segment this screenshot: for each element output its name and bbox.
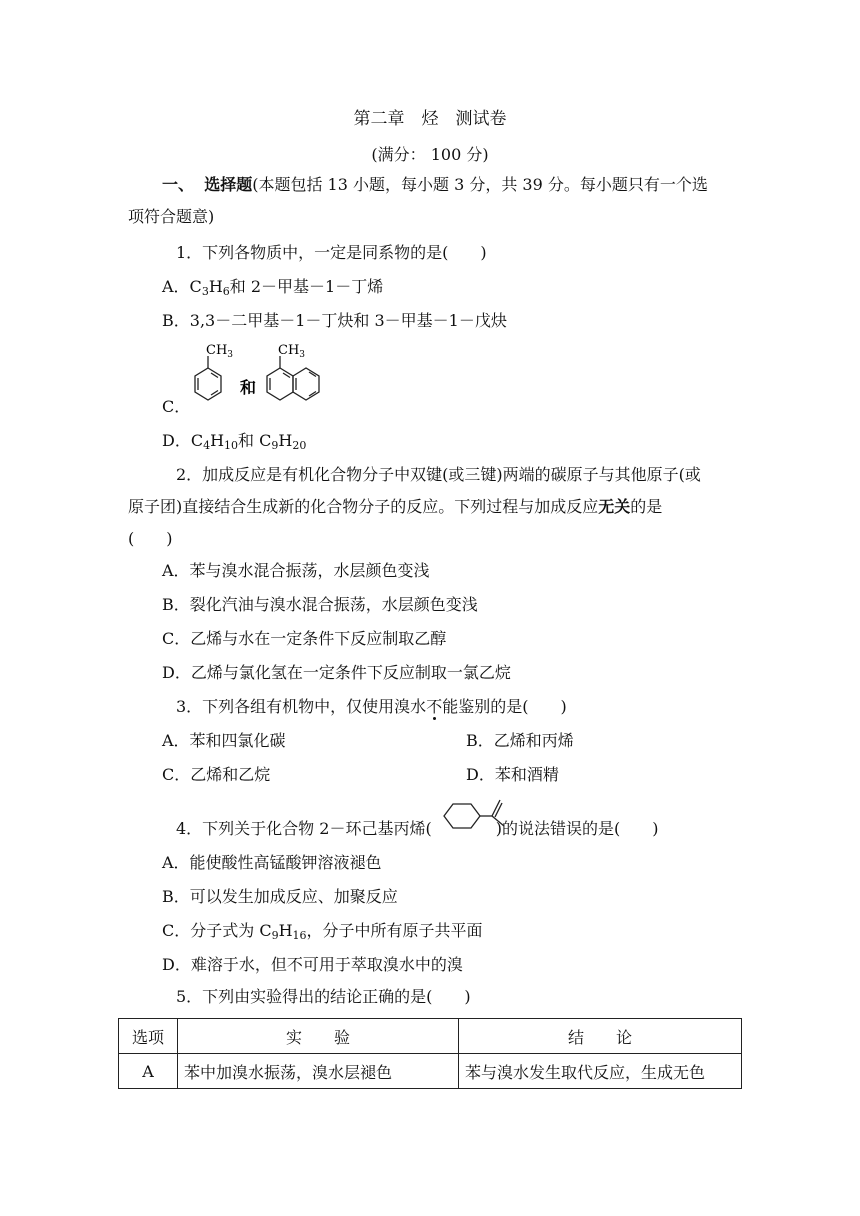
- methylnaphthalene-structure: [267, 356, 319, 400]
- q2-option-b: B．裂化汽油与溴水混合振荡，水层颜色变浅: [162, 595, 478, 614]
- table-row: [119, 1054, 742, 1089]
- q1-option-d: D．$C_4H_{10}$和 $C_9H_{20}$: [162, 431, 307, 452]
- q3-option-a: A．苯和四氯化碳: [162, 731, 286, 750]
- score-note: (满分： 100 分): [371, 145, 489, 164]
- q2-option-a: A．苯与溴水混合振荡，水层颜色变浅: [162, 561, 430, 580]
- q2-stem-line1: 2．加成反应是有机化合物分子中双键(或三键)两端的碳原子与其他原子(或: [176, 465, 701, 484]
- table-cell-conclusion: 苯与溴水发生取代反应，生成无色: [459, 1054, 742, 1089]
- table-cell-option: A: [119, 1054, 178, 1089]
- table-cell-experiment: 苯中加溴水振荡，溴水层褪色: [178, 1054, 459, 1089]
- q2-option-d: D．乙烯与氯化氢在一定条件下反应制取一氯乙烷: [162, 663, 511, 682]
- q1-option-c: C．: [162, 397, 191, 416]
- q3-option-d: D．苯和酒精: [466, 765, 559, 784]
- table-header-conclusion: 结 论: [459, 1019, 742, 1054]
- toluene-methyl-label: $CH_3$: [206, 343, 234, 360]
- q3-stem: 3．下列各组有机物中，仅使用溴水不能鉴别的是( ): [176, 697, 567, 716]
- section-number: 一、: [162, 175, 195, 194]
- table-header-experiment: 实 验: [178, 1019, 459, 1054]
- q2-option-c: C．乙烯与水在一定条件下反应制取乙醇: [162, 629, 447, 648]
- q4-option-d: D．难溶于水，但不可用于萃取溴水中的溴: [162, 955, 463, 974]
- q4-option-b: B．可以发生加成反应、加聚反应: [162, 887, 398, 906]
- and-word: 和: [240, 378, 257, 397]
- naphthalene-methyl-label: $CH_3$: [278, 343, 306, 360]
- q5-table: [118, 1018, 742, 1089]
- q3-option-b: B．乙烯和丙烯: [466, 731, 574, 750]
- q4-option-c: C．分子式为 $C_9H_{16}$，分子中所有原子共平面: [162, 921, 483, 942]
- q2-stem-line3: ( ): [128, 529, 173, 548]
- q4-stem: 4．下列关于化合物 2－环己基丙烯( )的说法错误的是( ): [176, 819, 659, 838]
- cyclohexylpropene-structure: [440, 796, 508, 836]
- table-header-row: [119, 1019, 742, 1054]
- section-name: 选择题: [204, 175, 253, 194]
- page-title: 第二章 烃 测试卷: [353, 109, 507, 129]
- table-header-option: 选项: [119, 1019, 178, 1054]
- section-desc-2: 项符合题意): [128, 207, 215, 226]
- toluene-structure: [195, 356, 221, 400]
- q1-option-a: A．$C_3H_6$和 2－甲基－1－丁烯: [162, 277, 384, 298]
- q2-stem-line2: 原子团)直接结合生成新的化合物分子的反应。下列过程与加成反应无关的是: [128, 497, 663, 516]
- q1-structures: [186, 338, 336, 414]
- section-heading: [162, 174, 708, 196]
- q3-option-c: C．乙烯和乙烷: [162, 765, 271, 784]
- q4-option-a: A．能使酸性高锰酸钾溶液褪色: [162, 853, 382, 872]
- section-desc-1: (本题包括 13 小题，每小题 3 分，共 39 分。每小题只有一个选: [252, 175, 708, 194]
- q5-stem: 5．下列由实验得出的结论正确的是( ): [176, 987, 471, 1006]
- q1-option-b: B．3,3－二甲基－1－丁炔和 3－甲基－1－戊炔: [162, 311, 507, 330]
- q1-stem: 1．下列各物质中，一定是同系物的是( ): [176, 243, 487, 262]
